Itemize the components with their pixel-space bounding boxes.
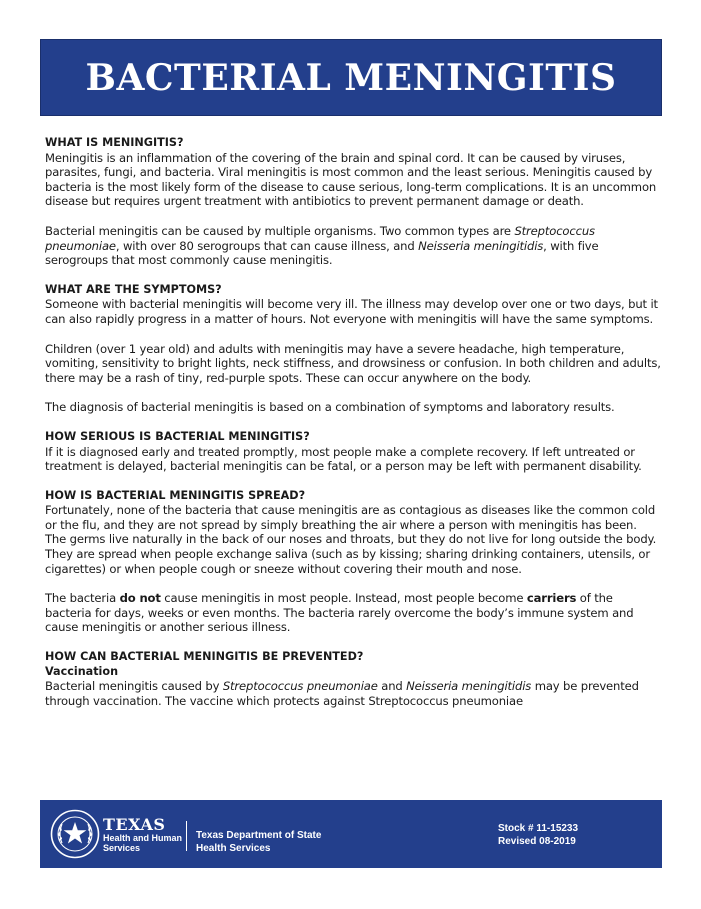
footer-bar [40,800,662,868]
paragraph: If it is diagnosed early and treated promptly, most people make a complete recovery. If left untreated or treatment is delayed, bacterial meningitis can be fatal, or a person may be left with permanent disability. [45,444,642,474]
dept-line: Health Services [196,843,271,854]
paragraph: Someone with bacterial meningitis will become very ill. The illness may develop over one or two days, but it can also rapidly progress in a matter of hours. Not everyone with meningitis will have the same symptoms. [45,297,658,326]
italic-species: Neisseria meningitidis [406,679,532,694]
dept-line: Texas Department of State [196,830,322,841]
paragraph: Meningitis is an inflammation of the covering of the brain and spinal cord. It can be caused by viruses, parasites, fungi, and bacteria. Viral meningitis is most common and the least serious. Meningitis caused by bacteria is the most likely form of the disease to cause serious, long-term complications. It is an uncommon disease but requires urgent treatment with antibiotics to prevent permanent damage or death. [45,150,657,209]
hhs-logo-text [103,817,182,853]
paragraph: Fortunately, none of the bacteria that cause meningitis are as contagious as diseases like the common cold or the flu, and they are not spread by simply breathing the air where a person with meningitis has been. The germs live naturally in the back of our noses and throats, but they do not live for long outside the body. They are spread when people exchange saliva (such as by kissing; sharing drinking containers, utensils, or cigarettes) or when people cough or sneeze without covering their mouth and nose. [45,503,657,576]
paragraph [45,591,661,635]
text-run: Bacterial meningitis caused by [45,679,223,694]
section-heading-what-is: WHAT IS MENINGITIS? [45,136,184,149]
stock-info [498,822,578,848]
page-title: BACTERIAL MENINGITIS [85,56,617,99]
section-heading-symptoms: WHAT ARE THE SYMPTOMS? [45,282,222,296]
text-run: , with five serogroups that most commonly cause meningitis. [45,238,599,268]
paragraph: Children (over 1 year old) and adults with meningitis may have a severe headache, high temperature, vomiting, sensitivity to bright lights, neck stiffness, and drowsiness or confusion. In both children and adults, there may be a rash of tiny, red-purple spots. These can occur anywhere on the body. [45,341,661,385]
text-run: cause meningitis in most people. Instead, most people become [160,591,527,606]
paragraph: The diagnosis of bacterial meningitis is based on a combination of symptoms and laboratory results. [45,400,615,415]
brand-line: Health and Human [103,833,183,843]
paragraph [45,224,661,268]
section-heading-spread: HOW IS BACTERIAL MENINGITIS SPREAD? [45,488,306,502]
brand-texas: TEXAS [103,815,166,834]
section-heading-prevented: HOW CAN BACTERIAL MENINGITIS BE PREVENTED? [45,650,364,664]
text-run: may be prevented through vaccination. The vaccine which protects against Streptococcus pneumoniae [45,679,639,708]
brand-line: Services [103,843,141,853]
document-body [45,136,661,708]
revised-date: Revised 08-2019 [498,836,576,847]
italic-species: Streptococcus pneumoniae [45,223,595,253]
italic-species: Neisseria meningitidis [418,238,544,253]
text-run: and [377,679,407,694]
bold-emphasis: carriers [526,591,577,606]
text-run: of the bacteria for days, weeks or even months. The bacteria rarely overcome the body’s immune system and cause meningitis or another serious illness. [45,591,634,635]
italic-species: Streptococcus pneumoniae [222,679,378,694]
title-banner [40,39,662,116]
dshs-label [196,829,321,855]
bold-emphasis: do not [119,591,161,606]
footer-divider [186,821,187,851]
paragraph [45,679,661,708]
text-run: Bacterial meningitis can be caused by multiple organisms. Two common types are [45,223,515,238]
text-run: , with over 80 serogroups that can cause illness, and [115,238,419,253]
stock-number: Stock # 11-15233 [498,823,579,834]
text-run: The bacteria [45,591,120,606]
section-heading-serious: HOW SERIOUS IS BACTERIAL MENINGITIS? [45,429,310,443]
subheading-vaccination: Vaccination [45,664,119,678]
texas-seal-icon [50,809,100,859]
